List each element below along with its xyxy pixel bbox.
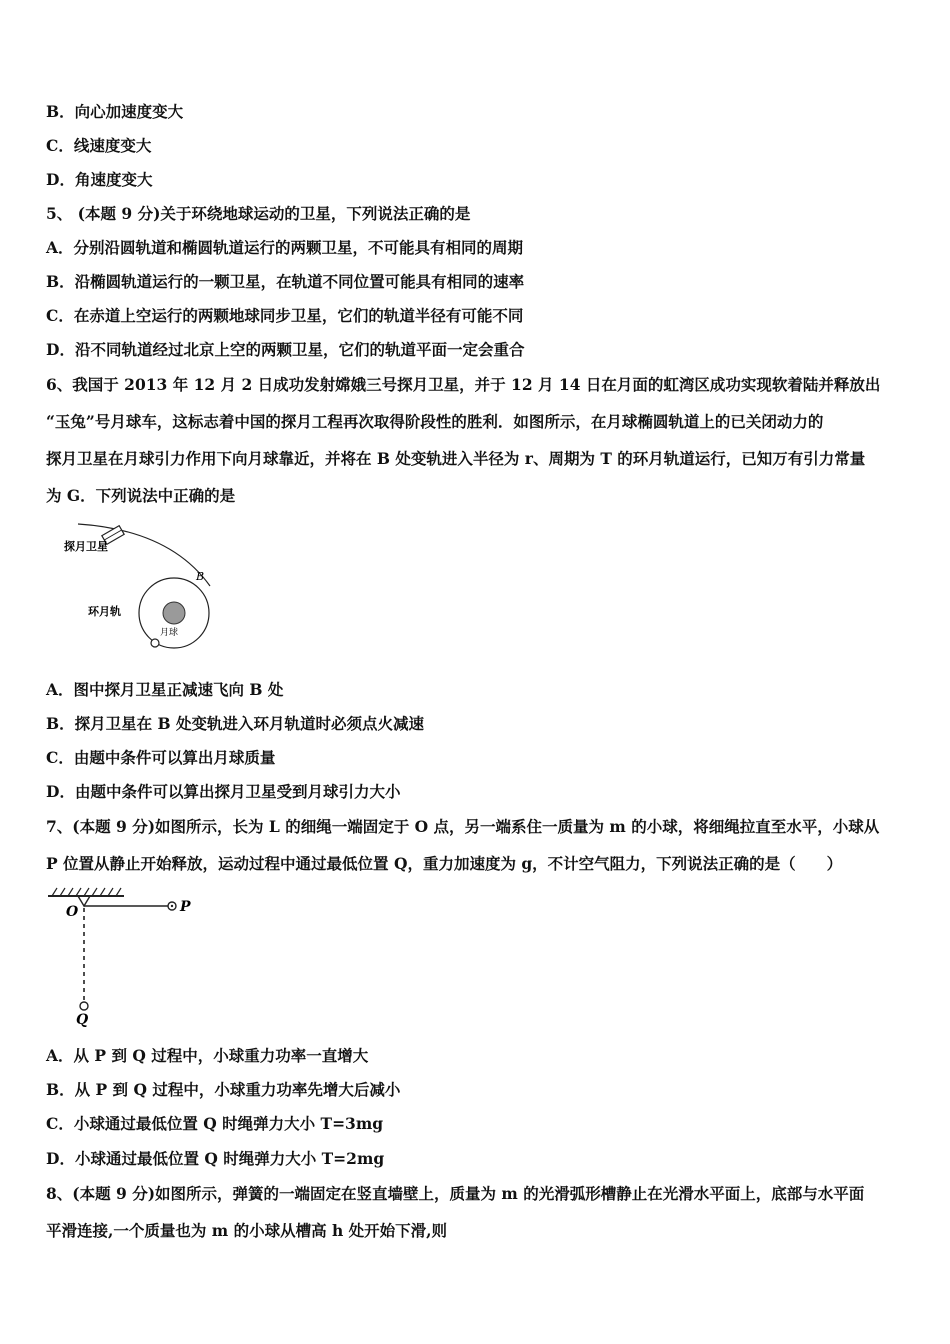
option-text: 沿不同轨道经过北京上空的两颗卫星，它们的轨道平面一定会重合 <box>74 340 525 359</box>
option-label: D． <box>46 782 75 801</box>
q6-option-b <box>46 714 424 734</box>
q7-option-a <box>46 1046 368 1066</box>
ceiling-hatching <box>52 888 121 896</box>
option-label: A． <box>46 238 74 257</box>
q6-option-c <box>46 748 275 768</box>
option-text: 由题中条件可以算出探月卫星受到月球引力大小 <box>74 782 401 801</box>
q7-option-d <box>46 1149 384 1169</box>
q4-option-c <box>46 136 151 156</box>
pivot-icon <box>78 896 90 906</box>
option-label: D． <box>46 340 75 359</box>
option-label: D． <box>46 1149 75 1168</box>
option-text: 从 P 到 Q 过程中，小球重力功率一直增大 <box>73 1046 369 1065</box>
q5-option-d <box>46 340 524 360</box>
q4-option-d <box>46 170 152 190</box>
q5-option-b <box>46 272 524 292</box>
q5-option-a <box>46 238 523 258</box>
option-label: C． <box>46 748 74 767</box>
option-text: 角速度变大 <box>74 170 153 189</box>
elliptical-trajectory <box>78 524 210 586</box>
option-text: 小球通过最低位置 Q 时绳弹力大小 T=3mg <box>73 1114 384 1133</box>
q8-stem-line-1: 8、(本题 9 分)如图所示，弹簧的一端固定在竖直墙壁上，质量为 m 的光滑弧形槽静止在光滑水平面上，底部与水平面 <box>46 1184 865 1203</box>
option-text: 探月卫星在 B 处变轨进入环月轨道时必须点火减速 <box>74 714 425 733</box>
q7-stem-line-2: P 位置从静止开始释放，运动过程中通过最低位置 Q，重力加速度为 g，不计空气阻力，下列说法正确的是（ ） <box>46 854 843 873</box>
option-text: 由题中条件可以算出月球质量 <box>73 748 276 767</box>
point-b-label: B <box>196 570 205 583</box>
q6-option-a <box>46 680 283 700</box>
option-text: 沿椭圆轨道运行的一颗卫星，在轨道不同位置可能具有相同的速率 <box>74 272 525 291</box>
q6-stem-line-3: 探月卫星在月球引力作用下向月球靠近，并将在 B 处变轨进入半径为 r、周期为 T 的环月轨道运行，已知万有引力常量 <box>46 449 866 468</box>
option-label: A． <box>46 1046 74 1065</box>
lunar-orbit-label: 环月轨 <box>88 605 121 618</box>
option-text: 线速度变大 <box>73 136 152 155</box>
moon-icon <box>163 602 185 624</box>
option-text: 从 P 到 Q 过程中，小球重力功率先增大后减小 <box>74 1080 401 1099</box>
moon-label: 月球 <box>160 628 179 638</box>
option-label: D． <box>46 170 75 189</box>
ball-at-q-icon <box>80 1002 88 1010</box>
option-label: C． <box>46 306 74 325</box>
q4-option-b <box>46 102 183 122</box>
option-text: 在赤道上空运行的两颗地球同步卫星，它们的轨道半径有可能不同 <box>73 306 524 325</box>
q7-option-b <box>46 1080 400 1100</box>
q7-pendulum-figure <box>44 884 214 1029</box>
option-text: 小球通过最低位置 Q 时绳弹力大小 T=2mg <box>74 1149 385 1168</box>
q6-moon-orbit-figure <box>60 512 230 662</box>
satellite-on-orbit-icon <box>151 639 159 647</box>
option-text: 分别沿圆轨道和椭圆轨道运行的两颗卫星，不可能具有相同的周期 <box>73 238 524 257</box>
q7-option-c <box>46 1114 383 1134</box>
option-label: C． <box>46 1114 74 1133</box>
point-q-label: Q <box>76 1012 89 1028</box>
option-label: B． <box>46 1080 75 1099</box>
q5-option-c <box>46 306 523 326</box>
q6-stem-line-2: “玉兔”号月球车，这标志着中国的探月工程再次取得阶段性的胜利．如图所示，在月球椭圆轨道上的已关闭动力的 <box>46 412 824 431</box>
q7-stem-line-1: 7、(本题 9 分)如图所示，长为 L 的细绳一端固定于 O 点，另一端系住一质量为 m 的小球，将细绳拉直至水平，小球从 <box>46 817 880 836</box>
q5-stem: 5、 (本题 9 分)关于环绕地球运动的卫星，下列说法正确的是 <box>46 204 471 223</box>
satellite-label: 探月卫星 <box>64 540 108 553</box>
q8-stem-line-2: 平滑连接,一个质量也为 m 的小球从槽高 h 处开始下滑,则 <box>46 1221 448 1240</box>
option-label: B． <box>46 102 75 121</box>
option-text: 图中探月卫星正减速飞向 B 处 <box>73 680 284 699</box>
q6-stem-line-1: 6、我国于 2013 年 12 月 2 日成功发射嫦娥三号探月卫星，并于 12 月 14 日在月面的虹湾区成功实现软着陆并释放出 <box>46 375 881 394</box>
option-text: 向心加速度变大 <box>74 102 184 121</box>
option-label: A． <box>46 680 74 699</box>
option-label: B． <box>46 714 75 733</box>
ball-center-dot <box>171 905 173 907</box>
q6-stem-line-4: 为 G．下列说法中正确的是 <box>46 486 236 505</box>
point-o-label: O <box>66 904 79 920</box>
point-p-label: P <box>180 899 191 915</box>
option-label: B． <box>46 272 75 291</box>
q6-option-d <box>46 782 400 802</box>
option-label: C． <box>46 136 74 155</box>
